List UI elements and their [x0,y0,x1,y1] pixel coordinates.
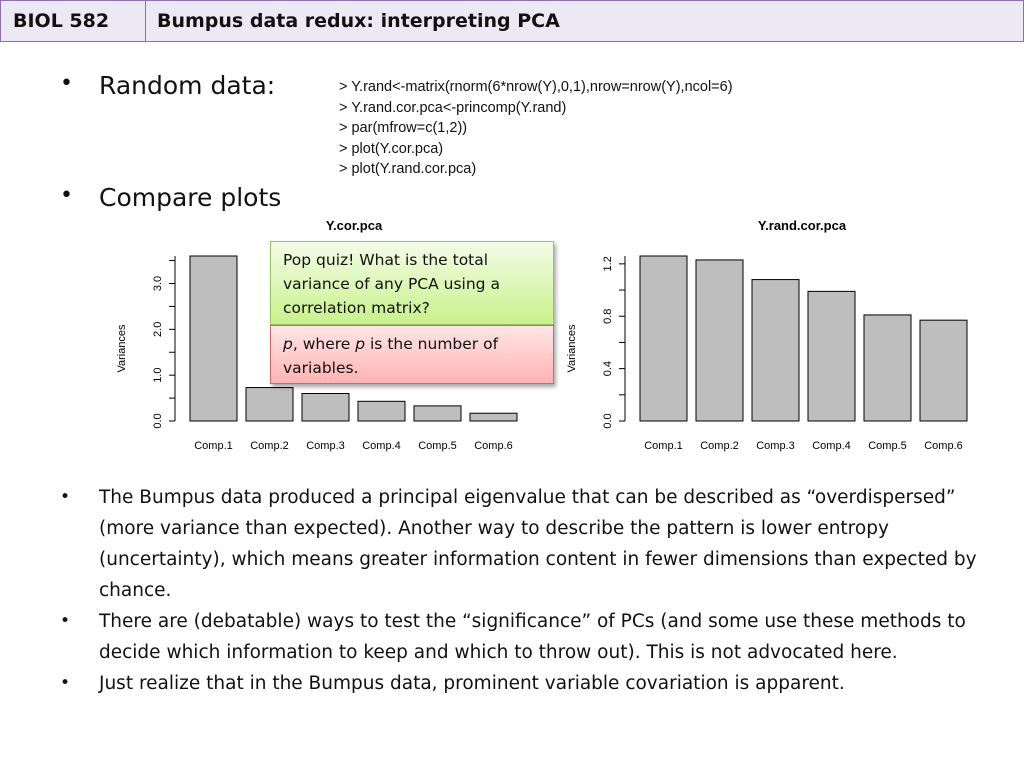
bullet-dot: • [60,611,71,631]
x-category-label: Comp.1 [644,440,683,452]
bullet-dot: • [60,673,71,693]
y-tick-label: 0.0 [152,413,164,429]
answer-text: , where [292,335,356,353]
bar [246,388,293,421]
code-line: > plot(Y.cor.pca) [339,140,444,157]
y-tick-label: 1.0 [152,367,164,383]
bullet-random-data [60,71,275,100]
y-tick-label: 3.0 [152,275,164,292]
x-category-label: Comp.6 [924,440,963,452]
y-axis-title: Variances [566,324,578,373]
bar [470,413,517,421]
y-axis-title: Variances [116,324,128,373]
bar [696,260,743,421]
x-category-label: Comp.5 [418,440,457,452]
bullet-text: Compare plots [99,183,282,212]
answer-box [270,325,554,384]
bar [920,320,967,421]
bar [640,256,687,421]
x-category-label: Comp.5 [868,440,907,452]
chart-title-left: Y.cor.pca [325,218,383,233]
bullet-text: Random data: [99,71,276,100]
bullet-dot: • [60,183,73,208]
x-category-label: Comp.3 [306,440,345,452]
chart-title-right: Y.rand.cor.pca [757,218,847,233]
y-tick-label: 0.4 [602,360,614,377]
r-code-block [339,77,733,180]
bar-chart-y-rand-cor-pca [560,240,980,460]
bullet-dot: • [60,71,73,96]
list-item-text: The Bumpus data produced a principal eigenvalue that can be described as “overdispersed” (more variance than expected). Another way to describe the pattern is lower entropy (uncertainty), which means greater information content in fewer dimensions than expected by chance. [99,487,977,601]
x-category-label: Comp.3 [756,440,795,452]
course-code: BIOL 582 [1,1,146,41]
summary-bullet-list [60,482,1000,699]
bullet-dot: • [60,487,71,507]
list-item-text: Just realize that in the Bumpus data, prominent variable covariation is apparent. [99,673,845,694]
bar [358,401,405,421]
x-category-label: Comp.2 [700,440,739,452]
y-tick-label: 0.0 [602,413,614,429]
list-item-text: There are (debatable) ways to test the “significance” of PCs (and some use these methods to decide which information to keep and which to throw out). This is not advocated here. [99,611,966,663]
x-category-label: Comp.2 [250,440,289,452]
y-tick-label: 1.2 [602,256,614,272]
answer-variable: p [283,335,293,353]
list-item [60,482,1000,606]
slide-header [0,0,1024,42]
bar [864,315,911,421]
bar [190,256,237,421]
x-category-label: Comp.4 [362,440,401,452]
answer-variable: p [355,335,366,353]
bar [302,394,349,422]
list-item [60,606,1000,668]
x-category-label: Comp.1 [194,440,233,452]
x-category-label: Comp.6 [474,440,513,452]
slide-title: Bumpus data redux: interpreting PCA [157,10,560,32]
x-category-label: Comp.4 [812,440,851,452]
bar [414,406,461,421]
bullet-compare-plots [60,183,281,212]
code-line: > Y.rand<-matrix(rnorm(6*nrow(Y),0,1),nrow=nrow(Y),ncol=6) [339,79,733,95]
pop-quiz-box: Pop quiz! What is the total variance of any PCA using a correlation matrix? [270,241,554,325]
y-tick-label: 0.8 [602,308,614,324]
y-tick-label: 2.0 [152,321,164,337]
code-line: > par(mfrow=c(1,2)) [339,120,468,136]
list-item [60,668,1000,699]
bar [752,280,799,421]
answer-text: is the number of variables. [283,335,499,377]
bar [808,291,855,421]
code-line: > plot(Y.rand.cor.pca) [339,161,477,177]
code-line: > Y.rand.cor.pca<-princomp(Y.rand) [339,99,567,116]
